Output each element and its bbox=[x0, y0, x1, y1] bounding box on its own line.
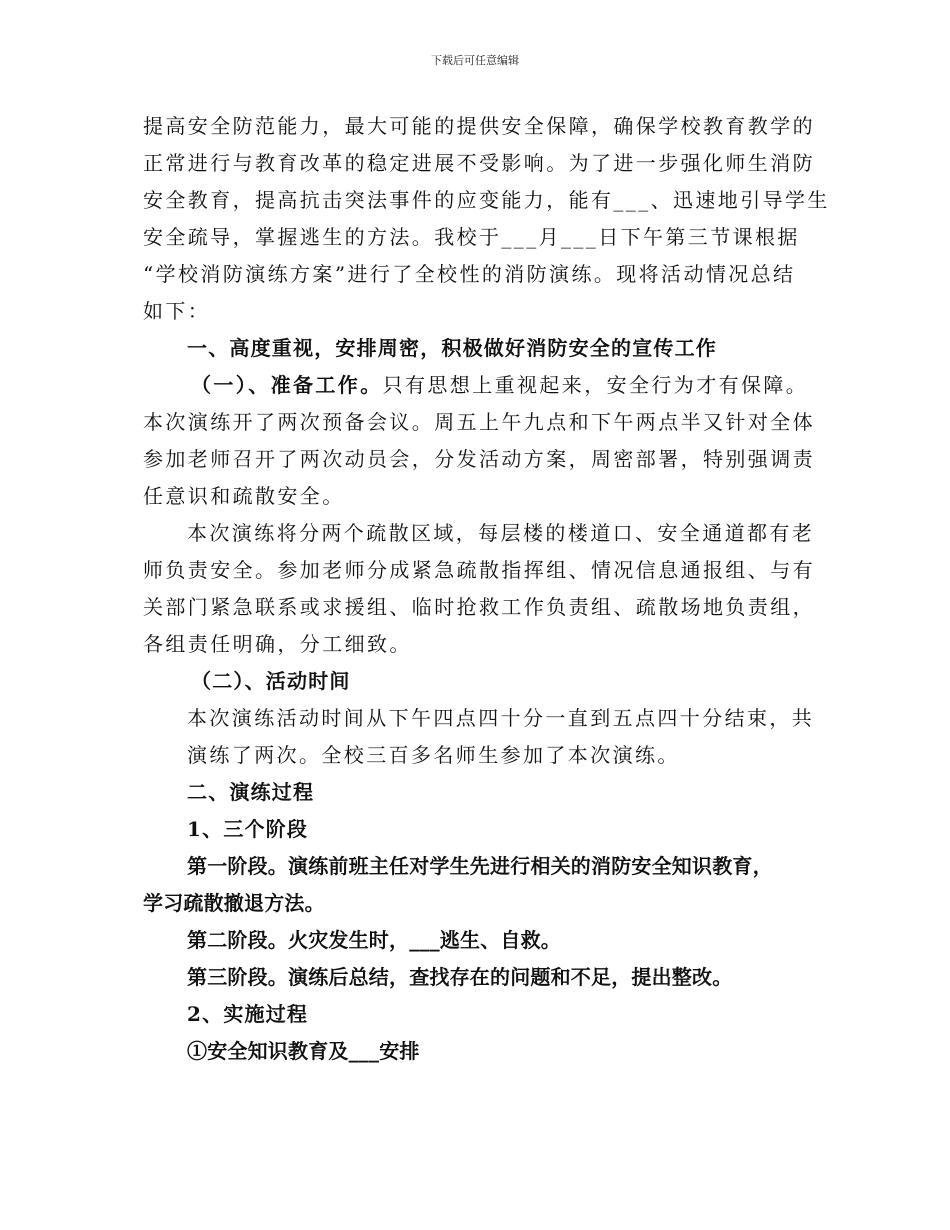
paragraph-line: 任意识和疏散安全。 bbox=[143, 484, 345, 508]
stage-1-line: 第一阶段。演练前班主任对学生先进行相关的消防安全知识教育， bbox=[187, 854, 773, 878]
paragraph-line: 安全教育，提高抗击突法事件的应变能力，能有___、迅速地引导学生 bbox=[143, 188, 830, 212]
stage-2-line: 第二阶段。火灾发生时，___逃生、自救。 bbox=[187, 928, 561, 952]
paragraph-line: 各组责任明确，分工细致。 bbox=[143, 632, 412, 656]
implementation-item-1: ①安全知识教育及___安排 bbox=[187, 1039, 420, 1063]
page-header: 下载后可任意编辑 bbox=[431, 54, 519, 67]
section-heading-1: 一、高度重视，安排周密，积极做好消防安全的宣传工作 bbox=[187, 336, 717, 360]
paragraph-line: 正常进行与教育改革的稳定进展不受影响。为了进一步强化师生消防 bbox=[143, 151, 815, 175]
paragraph-line: 提高安全防范能力，最大可能的提供安全保障，确保学校教育教学的 bbox=[143, 114, 815, 138]
subsection-1-text: 只有思想上重视起来，安全行为才有保障。 bbox=[382, 373, 809, 397]
subheading-stages: 1、三个阶段 bbox=[187, 817, 309, 841]
paragraph-line: 关部门紧急联系或求援组、临时抢救工作负责组、疏散场地负责组， bbox=[143, 595, 815, 619]
subsection-1-title: （一）、准备工作。 bbox=[191, 373, 383, 397]
subsection-2-title: （二）、活动时间 bbox=[191, 669, 351, 693]
paragraph-line: 师负责安全。参加老师分成紧急疏散指挥组、情况信息通报组、与有 bbox=[143, 558, 815, 582]
paragraph-line: 本次演练活动时间从下午四点四十分一直到五点四十分结束，共 bbox=[187, 706, 815, 730]
paragraph-line: 本次演练开了两次预备会议。周五上午九点和下午两点半又针对全体 bbox=[143, 410, 815, 434]
paragraph-line: 本次演练将分两个疏散区域，每层楼的楼道口、安全通道都有老 bbox=[187, 521, 815, 545]
section-heading-2: 二、演练过程 bbox=[187, 780, 315, 804]
subheading-implementation: 2、实施过程 bbox=[187, 1002, 309, 1026]
stage-3-line: 第三阶段。演练后总结，查找存在的问题和不足，提出整改。 bbox=[187, 965, 733, 989]
paragraph-line: 参加老师召开了两次动员会，分发活动方案，周密部署，特别强调责 bbox=[143, 447, 815, 471]
paragraph-line: 演练了两次。全校三百多名师生参加了本次演练。 bbox=[187, 743, 680, 767]
subsection-1-line bbox=[143, 367, 810, 404]
paragraph-line: 安全疏导，掌握逃生的方法。我校于___月___日下午第三节课根据 bbox=[143, 225, 800, 249]
stage-1-line: 学习疏散撤退方法。 bbox=[143, 891, 325, 915]
paragraph-line: “学校消防演练方案”进行了全校性的消防演练。现将活动情况总结 bbox=[143, 262, 796, 286]
document-body bbox=[143, 108, 830, 1070]
paragraph-line: 如下： bbox=[143, 299, 211, 323]
